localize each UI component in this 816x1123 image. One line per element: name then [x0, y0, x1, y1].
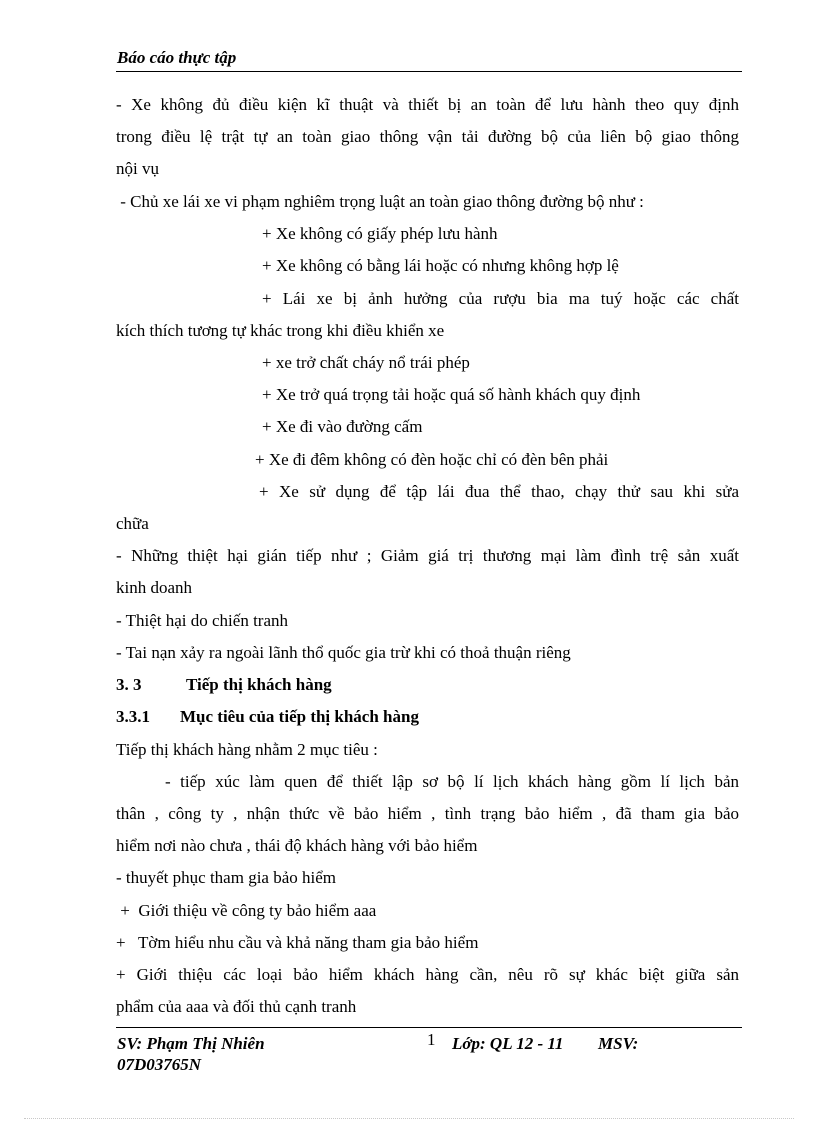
text-line: trong điều lệ trật tự an toàn giao thông vận tải đường bộ của liên bộ giao thông: [116, 127, 739, 146]
text-line: Tiếp thị khách hàng nhằm 2 mục tiêu :: [116, 740, 378, 759]
page-number: 1: [427, 1030, 436, 1049]
footer-msv-label: MSV:: [598, 1034, 639, 1053]
list-item: + Xe trở quá trọng tải hoặc quá số hành khách quy định: [262, 385, 641, 404]
header-rule: [116, 71, 742, 72]
section-number: 3. 3: [116, 675, 142, 694]
list-item: + Xe đi vào đường cấm: [262, 417, 423, 436]
subsection-title: Mục tiêu của tiếp thị khách hàng: [180, 707, 419, 726]
list-item: + Xe không có bằng lái hoặc có nhưng không hợp lệ: [262, 256, 619, 275]
footer-student-name: SV: Phạm Thị Nhiên: [117, 1034, 265, 1053]
text-line: - Xe không đủ điều kiện kĩ thuật và thiết bị an toàn để lưu hành theo quy định: [116, 95, 739, 114]
list-item: + Giới thiệu về công ty bảo hiểm aaa: [116, 901, 377, 920]
text-line: - Tai nạn xảy ra ngoài lãnh thổ quốc gia trừ khi có thoả thuận riêng: [116, 643, 571, 662]
list-item: + xe trở chất cháy nổ trái phép: [262, 353, 470, 372]
list-item: + Lái xe bị ảnh hưởng của rượu bia ma tuý hoặc các chất: [262, 289, 739, 308]
page-bottom-divider: [24, 1118, 794, 1119]
text-line: - Những thiệt hại gián tiếp như ; Giảm giá trị thương mại làm đình trệ sản xuất: [116, 546, 739, 565]
text-line: thân , công ty , nhận thức về bảo hiểm , tình trạng bảo hiểm , đã tham gia bảo: [116, 804, 739, 823]
list-item: + Xe không có giấy phép lưu hành: [262, 224, 498, 243]
text-line: - tiếp xúc làm quen để thiết lập sơ bộ lí lịch khách hàng gồm lí lịch bản: [165, 772, 739, 791]
text-line: nội vụ: [116, 159, 159, 178]
list-item: + Xe sử dụng để tập lái đua thể thao, chạy thử sau khi sửa: [259, 482, 739, 501]
section-title: Tiếp thị khách hàng: [186, 675, 332, 694]
text-line: kích thích tương tự khác trong khi điều khiển xe: [116, 321, 445, 340]
subsection-heading: [116, 707, 739, 727]
text-line: phẩm của aaa và đối thủ cạnh tranh: [116, 997, 357, 1016]
text-line: - thuyết phục tham gia bảo hiểm: [116, 868, 336, 887]
subsection-number: 3.3.1: [116, 707, 150, 726]
section-heading: [116, 675, 739, 695]
page-header-title: Báo cáo thực tập: [117, 48, 237, 67]
list-item: + Giới thiệu các loại bảo hiểm khách hàng cần, nêu rõ sự khác biệt giữa sản: [116, 965, 739, 984]
text-line: - Thiệt hại do chiến tranh: [116, 611, 288, 630]
footer-class-info: Lớp: QL 12 - 11: [452, 1034, 564, 1053]
footer-student-id: 07D03765N: [117, 1055, 202, 1074]
text-line: chữa: [116, 514, 149, 533]
list-item: + Xe đi đêm không có đèn hoặc chỉ có đèn bên phải: [255, 450, 609, 469]
list-item: + Tờm hiểu nhu cầu và khả năng tham gia bảo hiểm: [116, 933, 479, 952]
footer-rule: [116, 1027, 742, 1028]
text-line: - Chủ xe lái xe vi phạm nghiêm trọng luật an toàn giao thông đường bộ như :: [116, 192, 644, 211]
text-line: kinh doanh: [116, 578, 193, 597]
text-line: hiểm nơi nào chưa , thái độ khách hàng với bảo hiểm: [116, 836, 478, 855]
